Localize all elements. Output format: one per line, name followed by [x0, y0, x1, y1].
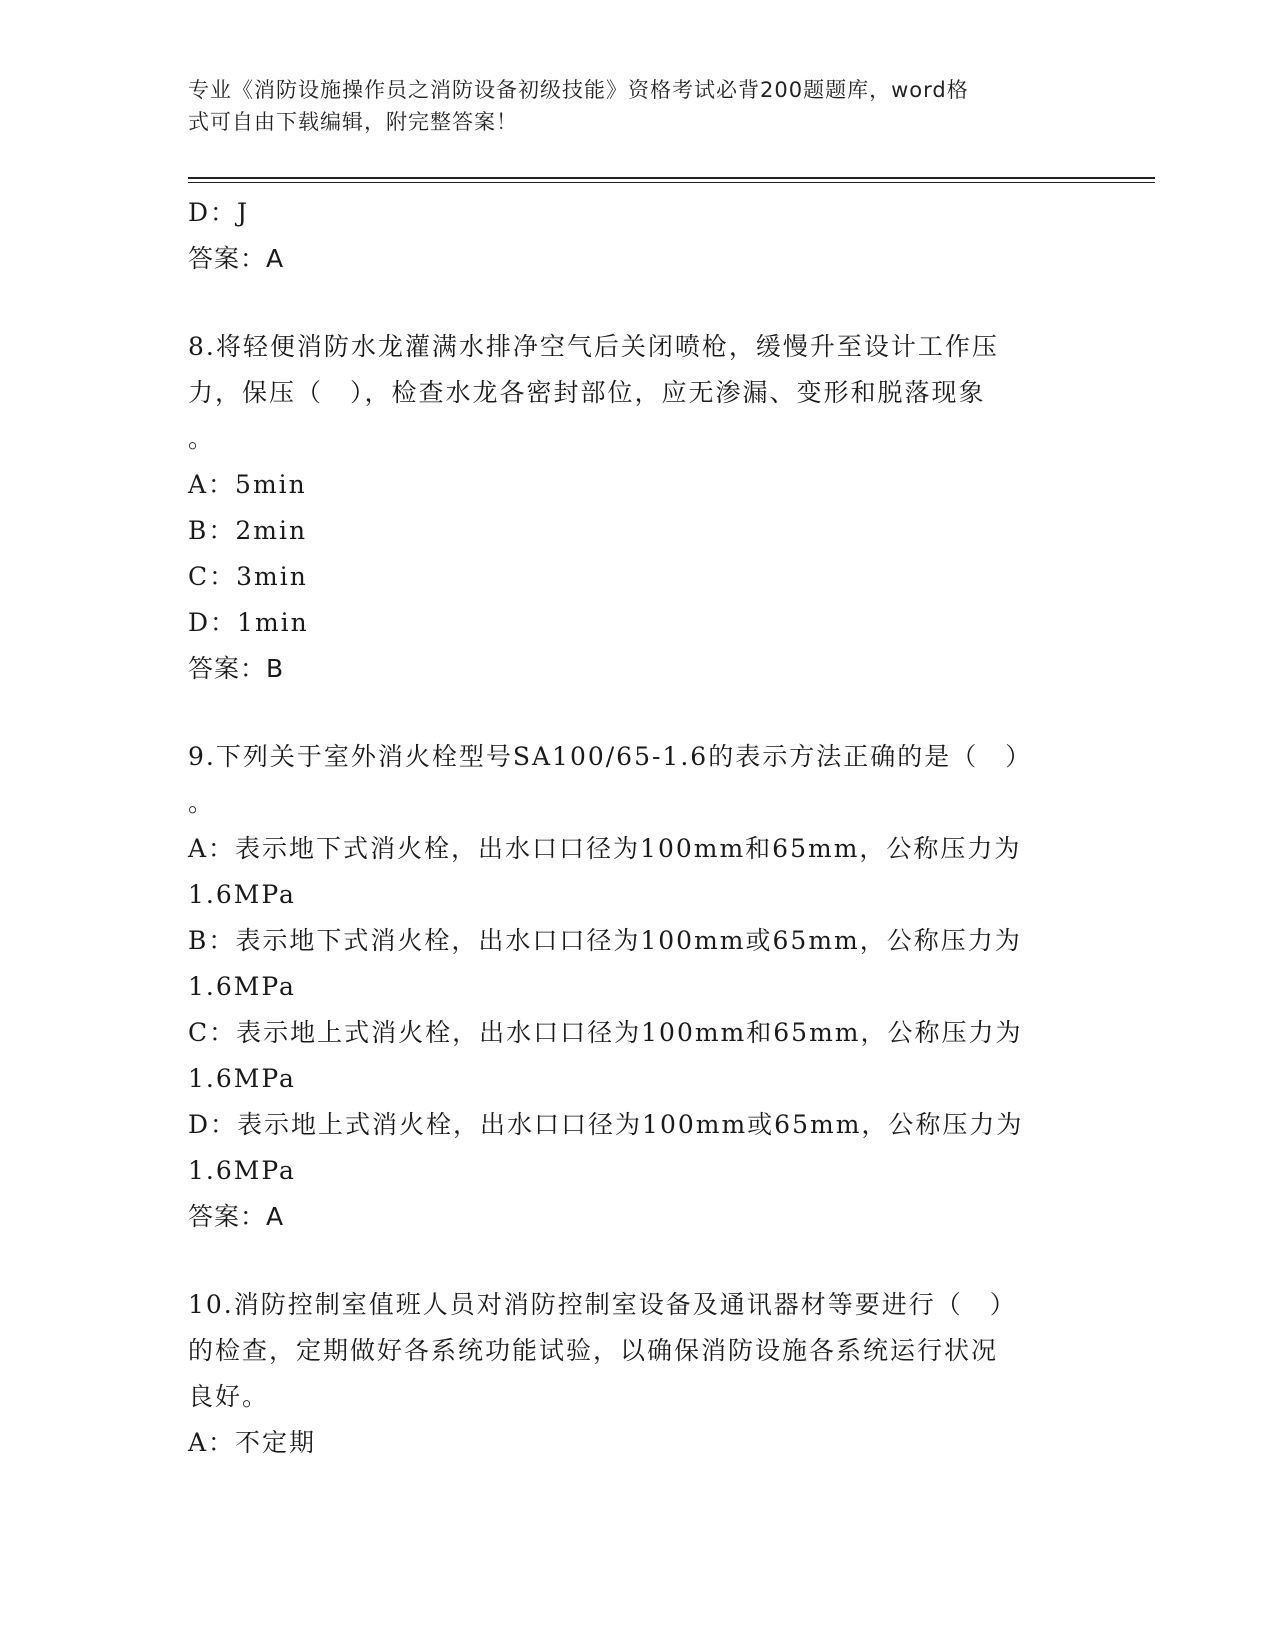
header-title-line-2: 式可自由下载编辑，附完整答案！: [188, 110, 518, 134]
q8-stem-line-1: 8.将轻便消防水龙灌满水排净空气后关闭喷枪，缓慢升至设计工作压: [188, 332, 999, 361]
header-title-line-1: 专业《消防设施操作员之消防设备初级技能》资格考试必背200题题库，word格: [188, 78, 969, 102]
q7-answer: 答案：A: [188, 244, 285, 273]
q8-stem-line-2: 力，保压（ ），检查水龙各密封部位，应无渗漏、变形和脱落现象: [188, 378, 986, 407]
q9-option-c-line-2: 1.6MPa: [188, 1064, 296, 1093]
q7-option-d: D：J: [188, 198, 250, 227]
q8-answer: 答案：B: [188, 654, 285, 683]
q8-option-d: D：1min: [188, 608, 309, 637]
q8-option-b: B：2min: [188, 516, 308, 545]
q9-stem-line-1: 9.下列关于室外消火栓型号SA100/65-1.6的表示方法正确的是（ ）: [188, 742, 1033, 771]
q9-option-d-line-2: 1.6MPa: [188, 1156, 296, 1185]
q9-option-c-line-1: C：表示地上式消火栓，出水口口径为100mm和65mm，公称压力为: [188, 1018, 1023, 1047]
question-9: [188, 734, 1068, 1240]
q10-stem-line-1: 10.消防控制室值班人员对消防控制室设备及通讯器材等要进行（ ）: [188, 1290, 1017, 1319]
q10-stem-line-3: 良好。: [188, 1382, 270, 1411]
q9-option-b-line-1: B：表示地下式消火栓，出水口口径为100mm或65mm，公称压力为: [188, 926, 1022, 955]
q9-option-d-line-1: D：表示地上式消火栓，出水口口径为100mm或65mm，公称压力为: [188, 1110, 1024, 1139]
header-divider-thin: [188, 182, 1155, 183]
question-list: [188, 190, 1068, 1466]
q9-stem-line-2: 。: [188, 788, 216, 817]
question-10: [188, 1282, 1068, 1466]
q9-answer: 答案：A: [188, 1202, 285, 1231]
question-8: [188, 324, 1068, 692]
question-7-tail: [188, 190, 1068, 282]
q9-option-b-line-2: 1.6MPa: [188, 972, 296, 1001]
q8-option-a: A：5min: [188, 470, 307, 499]
q8-option-c: C：3min: [188, 562, 308, 591]
q9-option-a-line-1: A：表示地下式消火栓，出水口口径为100mm和65mm，公称压力为: [188, 834, 1022, 863]
q10-option-a: A：不定期: [188, 1428, 317, 1457]
header-divider-thick: [188, 177, 1155, 179]
q9-option-a-line-2: 1.6MPa: [188, 880, 296, 909]
q8-stem-line-3: 。: [188, 424, 216, 453]
page-header: [188, 74, 1068, 138]
q10-stem-line-2: 的检查，定期做好各系统功能试验，以确保消防设施各系统运行状况: [188, 1336, 999, 1365]
